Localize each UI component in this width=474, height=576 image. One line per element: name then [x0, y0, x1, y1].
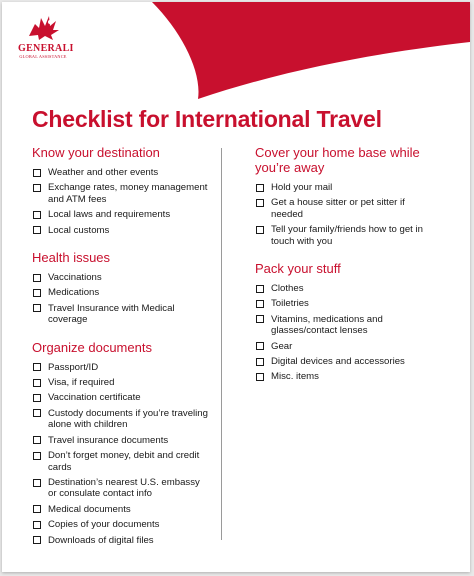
item-label: Vaccination certificate: [48, 392, 141, 404]
checklist-item: [32, 167, 210, 178]
checkbox[interactable]: [256, 226, 264, 234]
left-column: [32, 145, 210, 560]
checkbox[interactable]: [256, 373, 264, 381]
checkbox[interactable]: [256, 342, 264, 350]
item-label: Toiletries: [271, 298, 309, 310]
checklist-item: [32, 504, 210, 515]
page-title: Checklist for International Travel: [32, 106, 382, 132]
item-label: Get a house sitter or pet sitter if needed: [271, 197, 405, 220]
checkbox[interactable]: [33, 184, 41, 192]
item-label: Hold your mail: [271, 182, 333, 193]
checklist-item: [255, 356, 435, 367]
section-health-issues: [32, 250, 210, 326]
checkbox[interactable]: [33, 169, 41, 177]
item-label: Local laws and requirements: [48, 209, 171, 221]
checkbox[interactable]: [256, 358, 264, 366]
section-pack-your-stuff: [255, 261, 435, 383]
checklist-item: [32, 435, 210, 446]
section-organize-documents: [32, 340, 210, 546]
checklist-item: [32, 392, 210, 403]
checklist-item: [32, 287, 210, 298]
checklist-item: [32, 303, 210, 326]
checkbox[interactable]: [33, 226, 41, 234]
section-heading: Health issues: [32, 250, 111, 266]
checkbox[interactable]: [33, 521, 41, 529]
item-label: Travel insurance documents: [48, 434, 169, 446]
section-heading: Cover your home base while you’re away: [255, 145, 420, 175]
section-heading: Pack your stuff: [255, 261, 341, 277]
item-label: Medical documents: [48, 503, 131, 515]
checklist-item: [32, 182, 210, 205]
checkbox[interactable]: [256, 300, 264, 308]
item-label: Vaccinations: [48, 272, 102, 284]
checkbox[interactable]: [256, 285, 264, 293]
item-label: Medications: [48, 287, 100, 299]
item-label: Don’t forget money, debit and credit cards: [48, 450, 200, 473]
checklist-page: [2, 2, 470, 572]
item-label: Tell your family/friends how to get in touch with you: [271, 224, 423, 247]
section-cover-home-base: [255, 145, 435, 247]
item-label: Digital devices and accessories: [271, 356, 405, 368]
logo-subtitle: GLOBAL ASSISTANCE: [19, 54, 67, 59]
item-label: Vitamins, medications and glasses/contact lenses: [271, 313, 383, 337]
checklist-item: [255, 314, 435, 337]
logo-brand: GENERALI: [18, 43, 74, 54]
checkbox[interactable]: [33, 479, 41, 487]
checklist-item: [255, 298, 435, 309]
checklist-item: [32, 362, 210, 373]
checkbox[interactable]: [33, 505, 41, 513]
winged-lion-icon: [23, 12, 63, 42]
checkbox[interactable]: [256, 315, 264, 323]
item-label: Downloads of digital files: [48, 534, 154, 546]
checkbox[interactable]: [33, 394, 41, 402]
checklist-item: [255, 182, 435, 193]
checklist-item: [255, 224, 435, 247]
checklist-item: [32, 408, 210, 431]
checklist-item: [32, 535, 210, 546]
checklist-item: [255, 341, 435, 352]
checkbox[interactable]: [33, 379, 41, 387]
column-divider: [221, 148, 222, 540]
checkbox[interactable]: [33, 274, 41, 282]
item-label: Gear: [271, 340, 293, 352]
item-label: Custody documents if you’re traveling alone with children: [48, 407, 208, 431]
item-label: Exchange rates, money management and ATM fees: [48, 182, 208, 205]
checkbox[interactable]: [33, 211, 41, 219]
checkbox[interactable]: [33, 436, 41, 444]
checklist-item: [32, 519, 210, 530]
section-know-your-destination: [32, 145, 210, 236]
section-heading: Know your destination: [32, 145, 160, 160]
checklist-item: [32, 477, 210, 500]
right-column: [255, 145, 435, 397]
checklist-item: [255, 197, 435, 220]
item-label: Visa, if required: [48, 377, 115, 389]
item-label: Clothes: [271, 283, 304, 295]
checklist-item: [32, 450, 210, 473]
checkbox[interactable]: [33, 536, 41, 544]
checklist-item: [32, 225, 210, 236]
checklist-item: [32, 209, 210, 220]
checklist-item: [32, 377, 210, 388]
item-label: Misc. items: [271, 371, 319, 383]
generali-logo: [18, 12, 74, 72]
checklist-item: [32, 272, 210, 283]
checkbox[interactable]: [256, 184, 264, 192]
checkbox[interactable]: [33, 452, 41, 460]
item-label: Weather and other events: [48, 167, 159, 178]
checklist-item: [255, 371, 435, 382]
checklist-item: [255, 283, 435, 294]
item-label: Destination’s nearest U.S. embassy or consulate contact info: [48, 476, 200, 500]
checkbox[interactable]: [33, 409, 41, 417]
checkbox[interactable]: [33, 289, 41, 297]
item-label: Travel Insurance with Medical coverage: [48, 302, 175, 326]
checkbox[interactable]: [33, 363, 41, 371]
checkbox[interactable]: [33, 304, 41, 312]
item-label: Local customs: [48, 224, 110, 236]
item-label: Passport/ID: [48, 361, 99, 373]
item-label: Copies of your documents: [48, 519, 160, 531]
section-heading: Organize documents: [32, 339, 152, 355]
checkbox[interactable]: [256, 199, 264, 207]
